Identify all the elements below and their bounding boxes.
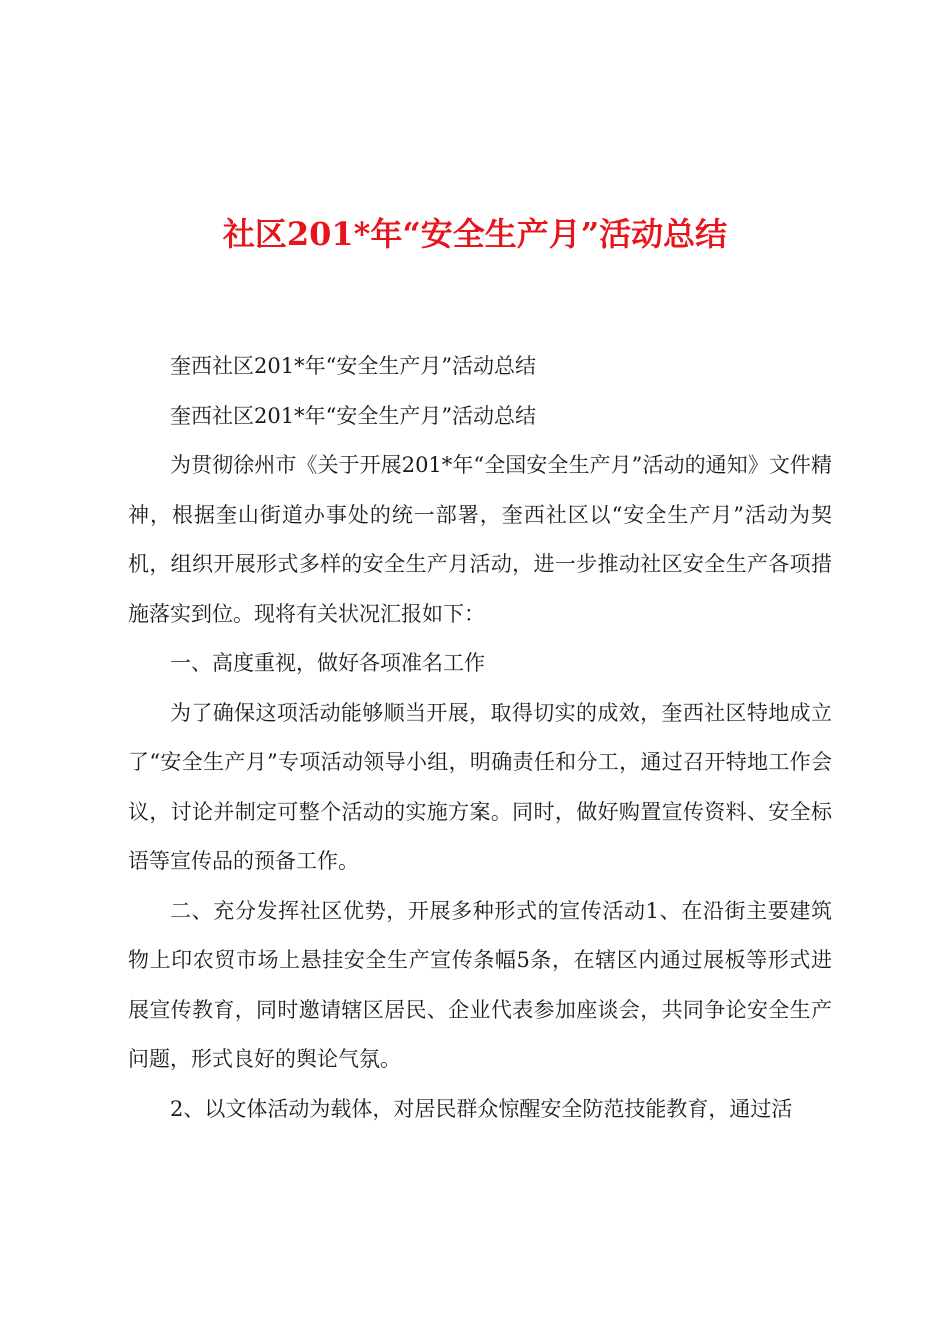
section-heading-1: 一、高度重视，做好各项准名工作 <box>170 651 485 675</box>
document-title: 社区201*年“安全生产月”活动总结 <box>222 215 728 253</box>
paragraph-section-2: 二、充分发挥社区优势，开展多种形式的宣传活动1、在沿街主要建筑物上印农贸市场上悬挂安全生产宣传条幅5条，在辖区内通过展板等形式进展宣传教育，同时邀请辖区居民、企业代表参加座谈会，共同争论安全生产问题，形式良好的舆论气氛。 <box>128 898 832 1071</box>
paragraph-subtitle-1: 奎西社区201*年“安全生产月”活动总结 <box>170 354 537 378</box>
document-body <box>128 342 832 1134</box>
paragraph-section-1: 为了确保这项活动能够顺当开展，取得切实的成效，奎西社区特地成立了“安全生产月”专项活动领导小组，明确责任和分工，通过召开特地工作会议，讨论并制定可整个活动的实施方案。同时，做好购置宣传资料、安全标语等宣传品的预备工作。 <box>128 700 832 873</box>
paragraph-subtitle-2: 奎西社区201*年“安全生产月”活动总结 <box>170 403 537 428</box>
paragraph-item-2: 2、以文体活动为载体，对居民群众惊醒安全防范技能教育，通过活 <box>170 1096 793 1121</box>
paragraph-intro: 为贯彻徐州市《关于开展201*年“全国安全生产月”活动的通知》文件精神，根据奎山街道办事处的统一部署，奎西社区以“安全生产月”活动为契机，组织开展形式多样的安全生产月活动，进一步推动社区安全生产各项措施落实到位。现将有关状况汇报如下： <box>128 453 832 626</box>
